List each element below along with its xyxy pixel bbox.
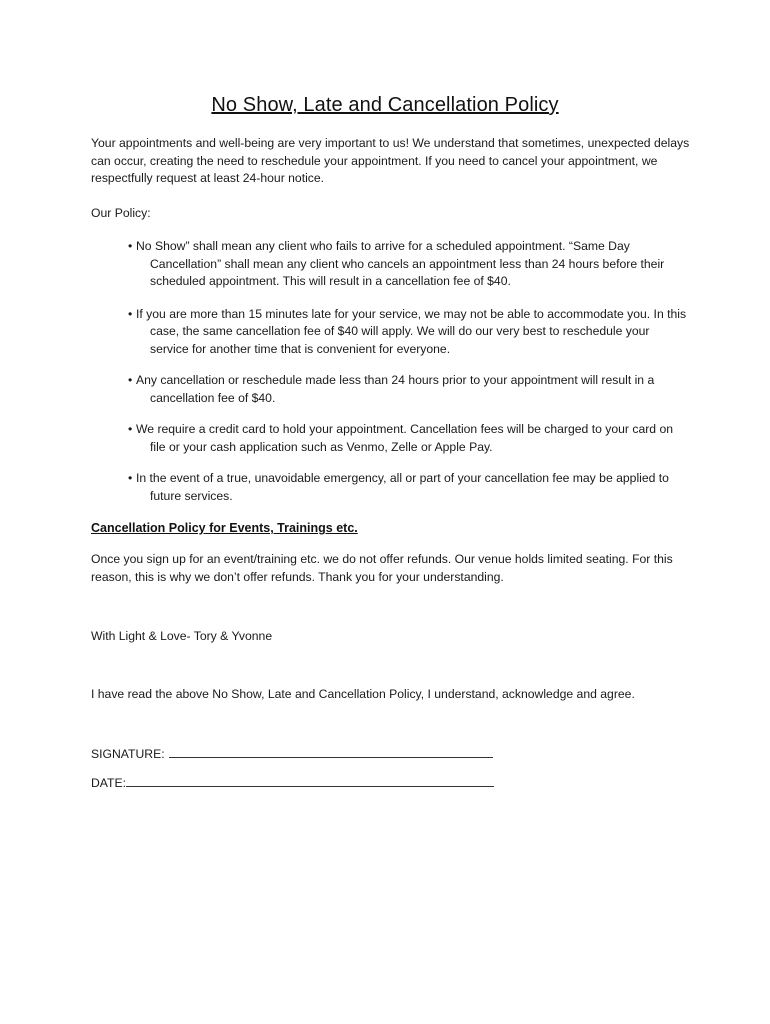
policy-label: Our Policy: xyxy=(91,206,151,220)
bullet-icon: • xyxy=(128,239,133,253)
document-title: No Show, Late and Cancellation Policy xyxy=(211,94,559,116)
date-label: DATE: xyxy=(91,776,126,790)
policy-item xyxy=(128,372,688,407)
bullet-icon: • xyxy=(128,471,133,485)
intro-paragraph: Your appointments and well-being are very important to us! We understand that sometimes, unexpected delays can occur, creating the need to reschedule your appointment. If you need to cancel your appointment, we respectfully request at least 24-hour notice. xyxy=(91,136,690,185)
events-heading: Cancellation Policy for Events, Trainings etc. xyxy=(91,521,358,535)
policy-item-text: We require a credit card to hold your appointment. Cancellation fees will be charged to your card on file or your cash application such as Venmo, Zelle or Apple Pay. xyxy=(136,422,673,454)
policy-item xyxy=(128,421,688,456)
policy-item-text: If you are more than 15 minutes late for your service, we may not be able to accommodate you. In this case, the same cancellation fee of $40 will apply. We will do our very best to reschedule your service for another time that is convenient for everyone. xyxy=(136,306,687,356)
signature-label: SIGNATURE: xyxy=(91,747,165,761)
bullet-icon: • xyxy=(128,373,133,387)
policy-list xyxy=(128,238,688,505)
policy-item xyxy=(128,470,688,505)
bullet-icon: • xyxy=(128,306,133,321)
closing-signoff: With Light & Love- Tory & Yvonne xyxy=(91,629,273,643)
bullet-icon: • xyxy=(128,422,133,436)
events-paragraph: Once you sign up for an event/training etc. we do not offer refunds. Our venue holds limited seating. For this reason, this is why we don’t offer refunds. Thank you for your understanding. xyxy=(91,552,673,584)
policy-item-text: Any cancellation or reschedule made less than 24 hours prior to your appointment will result in a cancellation fee of $40. xyxy=(136,373,655,405)
policy-item-text: In the event of a true, unavoidable emergency, all or part of your cancellation fee may be applied to future services. xyxy=(136,471,669,503)
signature-field[interactable] xyxy=(169,745,493,758)
acknowledgement-paragraph: I have read the above No Show, Late and Cancellation Policy, I understand, acknowledge and agree. xyxy=(91,687,635,701)
date-field[interactable] xyxy=(126,774,494,787)
policy-item-text: No Show” shall mean any client who fails to arrive for a scheduled appointment. “Same Day Cancellation” shall mean any client who cancels an appointment less than 24 hours before their scheduled appointment. This will result in a cancellation fee of $40. xyxy=(136,239,665,288)
policy-item xyxy=(128,306,688,359)
policy-item xyxy=(128,238,688,291)
signature-row xyxy=(91,745,493,761)
date-row xyxy=(91,774,494,790)
